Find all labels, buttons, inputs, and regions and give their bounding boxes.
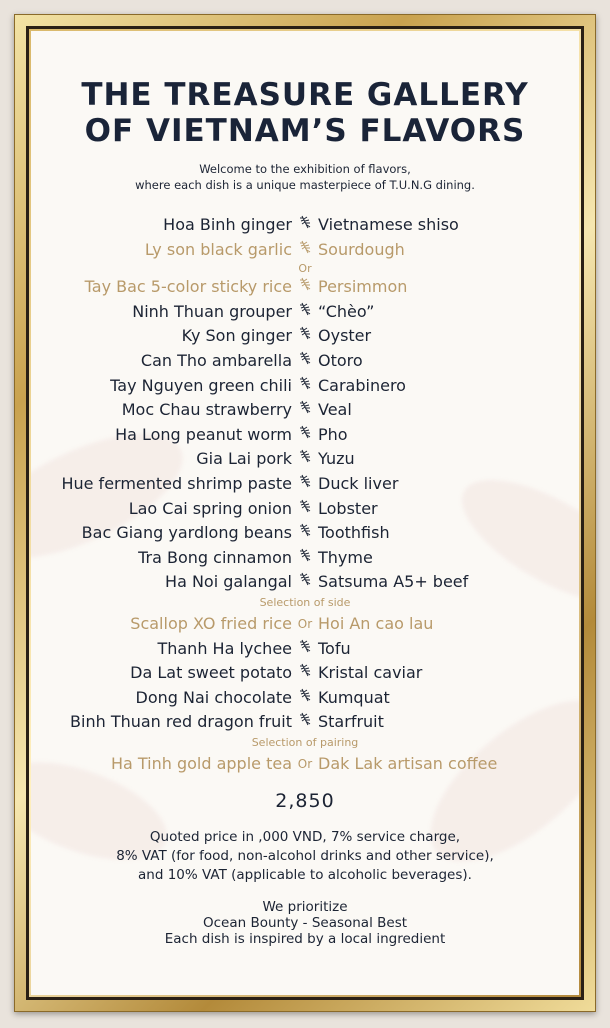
course-ingredient: Hue fermented shrimp paste [61, 473, 292, 493]
course-ingredient: Ha Long peanut worm [115, 424, 292, 444]
side-choice-row [31, 612, 579, 637]
course-ingredient: Moc Chau strawberry [121, 400, 292, 420]
leaf-sprig-icon [295, 275, 315, 299]
leaf-sprig-icon [295, 398, 315, 422]
menu-group-after-side [31, 637, 579, 735]
menu-group-main [31, 275, 579, 595]
price-note-line: and 10% VAT (applicable to alcoholic beverages). [138, 867, 472, 884]
or-separator: Or [297, 756, 313, 771]
leaf-sprig-icon [295, 570, 315, 594]
leaf-sprig-icon [295, 374, 315, 398]
course-pairing: Thyme [318, 547, 373, 567]
course-pairing: Carabinero [318, 375, 406, 395]
course-pairing: Otoro [318, 350, 363, 370]
menu-course-row [31, 374, 579, 399]
side-section-label: Selection of side [259, 595, 351, 609]
menu-course-row [31, 398, 579, 423]
price-note [31, 828, 579, 885]
course-pairing: Sourdough [318, 239, 405, 259]
menu-group-top [31, 213, 579, 262]
course-ingredient: Ly son black garlic [144, 239, 292, 259]
course-ingredient: Thanh Ha lychee [157, 638, 292, 658]
title-line: THE TREASURE GALLERY [81, 77, 529, 113]
menu-course-row [31, 447, 579, 472]
course-pairing: Oyster [318, 326, 372, 346]
pairing-section-label: Selection of pairing [251, 735, 359, 749]
course-pairing: Lobster [318, 498, 378, 518]
menu-course-row [31, 497, 579, 522]
menu-course-row [31, 213, 579, 238]
course-pairing: Toothfish [318, 523, 390, 543]
course-pairing: Tofu [318, 638, 351, 658]
leaf-sprig-icon [295, 710, 315, 734]
menu-course-row [31, 423, 579, 448]
menu-price: 2,850 [275, 790, 335, 813]
gold-frame [14, 14, 596, 1012]
page-title [31, 77, 579, 149]
leaf-sprig-icon [295, 661, 315, 685]
welcome-line: Welcome to the exhibition of flavors, [199, 162, 411, 176]
menu-course-row [31, 300, 579, 325]
menu-course-row [31, 349, 579, 374]
menu-content [31, 31, 579, 947]
leaf-sprig-icon [295, 447, 315, 471]
course-pairing: Vietnamese shiso [318, 215, 459, 234]
course-ingredient: Tay Bac 5-color sticky rice [84, 277, 292, 297]
menu-course-row [31, 570, 579, 595]
course-ingredient: Ky Son ginger [181, 326, 292, 346]
or-label: Or [298, 262, 312, 276]
priority-line: Ocean Bounty - Seasonal Best [202, 915, 408, 932]
leaf-sprig-icon [295, 300, 315, 324]
side-option-left: Scallop XO fried rice [130, 613, 292, 633]
leaf-sprig-icon [295, 521, 315, 545]
leaf-sprig-icon [295, 213, 315, 237]
menu-course-row [31, 637, 579, 662]
title-line: OF VIETNAM’S FLAVORS [84, 113, 526, 149]
menu-course-row [31, 546, 579, 571]
menu-course-row [31, 472, 579, 497]
course-pairing: Veal [318, 400, 352, 420]
priority-line: We prioritize [262, 899, 348, 916]
menu-course-row [31, 661, 579, 686]
price-note-line: 8% VAT (for food, non-alcohol drinks and other service), [116, 848, 494, 865]
course-pairing: Kristal caviar [318, 663, 423, 683]
leaf-sprig-icon [295, 349, 315, 373]
course-pairing: Persimmon [318, 277, 408, 297]
course-ingredient: Can Tho ambarella [140, 350, 292, 370]
course-pairing: Kumquat [318, 687, 390, 707]
course-pairing: Satsuma A5+ beef [318, 572, 469, 592]
or-separator: Or [297, 616, 313, 631]
leaf-sprig-icon [295, 423, 315, 447]
leaf-sprig-icon [295, 637, 315, 661]
course-pairing: Duck liver [318, 473, 399, 493]
course-ingredient: Ha Noi galangal [165, 572, 292, 592]
course-ingredient: Binh Thuan red dragon fruit [70, 712, 292, 732]
priority-text [31, 899, 579, 947]
menu-paper [31, 31, 579, 995]
leaf-sprig-icon [295, 497, 315, 521]
leaf-sprig-icon [295, 686, 315, 710]
pairing-choice-row [31, 752, 579, 777]
course-pairing: Starfruit [318, 712, 384, 732]
course-ingredient: Ninh Thuan grouper [132, 301, 292, 321]
side-option-right: Hoi An cao lau [318, 613, 434, 633]
menu-course-row [31, 710, 579, 735]
menu-list [31, 213, 579, 776]
course-ingredient: Da Lat sweet potato [130, 663, 292, 683]
frame-inner [26, 26, 584, 1000]
price-note-line: Quoted price in ,000 VND, 7% service charge, [149, 829, 461, 846]
course-pairing: Pho [318, 424, 348, 444]
leaf-sprig-icon [295, 546, 315, 570]
course-pairing: “Chèo” [318, 301, 375, 321]
menu-course-row [31, 686, 579, 711]
leaf-sprig-icon [295, 324, 315, 348]
leaf-sprig-icon [295, 472, 315, 496]
course-ingredient: Tra Bong cinnamon [138, 547, 292, 567]
course-ingredient: Tay Nguyen green chili [110, 375, 292, 395]
priority-line: Each dish is inspired by a local ingredient [164, 931, 446, 948]
course-ingredient: Hoa Binh ginger [163, 215, 292, 234]
menu-course-row [31, 521, 579, 546]
course-pairing: Yuzu [318, 449, 355, 469]
course-ingredient: Lao Cai spring onion [128, 498, 292, 518]
menu-course-row [31, 275, 579, 300]
menu-course-row [31, 238, 579, 263]
menu-course-row [31, 324, 579, 349]
course-ingredient: Bac Giang yardlong beans [81, 523, 292, 543]
leaf-sprig-icon [295, 238, 315, 262]
frame-line [29, 29, 581, 997]
course-ingredient: Dong Nai chocolate [135, 687, 292, 707]
pairing-option-right: Dak Lak artisan coffee [318, 753, 498, 773]
welcome-text [31, 161, 579, 193]
pairing-option-left: Ha Tinh gold apple tea [110, 753, 292, 773]
welcome-line: where each dish is a unique masterpiece of T.U.N.G dining. [135, 178, 475, 192]
course-ingredient: Gia Lai pork [196, 449, 292, 469]
